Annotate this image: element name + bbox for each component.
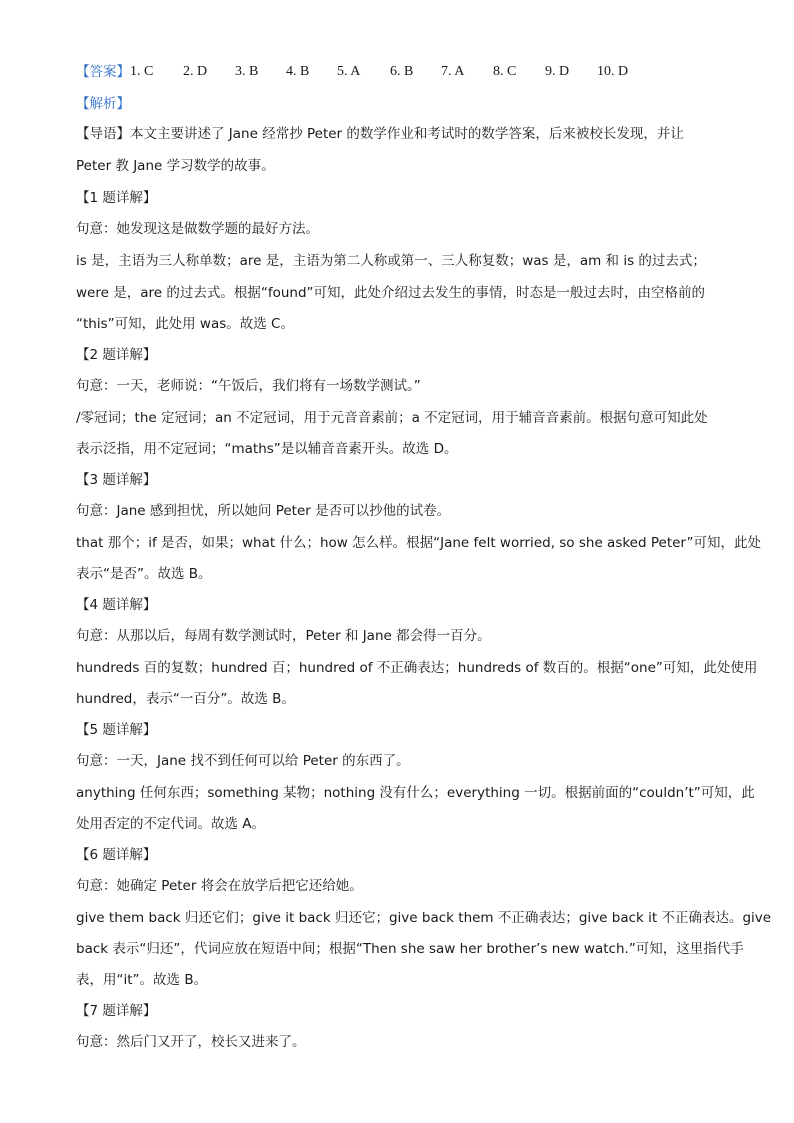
q3-explain-1: that 那个；if 是否，如果；what 什么；how 怎么样。根据“Jane felt worried, so she asked Peter”可知，此处 (76, 535, 762, 551)
q1-meaning: 句意：她发现这是做数学题的最好方法。 (76, 221, 319, 237)
q7-meaning: 句意：然后门又开了，校长又进来了。 (76, 1034, 306, 1050)
q1-explain-1: is 是，主语为三人称单数；are 是，主语为第二人称或第一、三人称复数；was 是，am 和 is 的过去式； (76, 253, 706, 269)
answer-item: 5. A (337, 64, 361, 79)
q3-explain-2: 表示“是否”。故选 B。 (76, 566, 212, 582)
q6-explain-1: give them back 归还它们；give it back 归还它；give back them 不正确表达；give back it 不正确表达。give (76, 910, 772, 926)
answer-item: 7. A (441, 64, 465, 79)
answer-item: 2. D (183, 64, 208, 79)
q5-meaning: 句意：一天，Jane 找不到任何可以给 Peter 的东西了。 (76, 753, 410, 769)
q6-heading: 【6 题详解】 (76, 847, 157, 863)
q4-heading: 【4 题详解】 (76, 597, 157, 613)
q3-heading: 【3 题详解】 (76, 472, 157, 488)
q1-heading: 【1 题详解】 (76, 190, 157, 206)
answer-item: 6. B (390, 64, 414, 79)
answer-item: 10. D (597, 64, 629, 79)
q1-explain-3: “this”可知，此处用 was。故选 C。 (76, 316, 294, 332)
q7-heading: 【7 题详解】 (76, 1003, 157, 1019)
guide-line-2: Peter 教 Jane 学习数学的故事。 (76, 158, 275, 174)
answer-item: 8. C (493, 64, 517, 79)
q2-heading: 【2 题详解】 (76, 347, 157, 363)
q1-explain-2: were 是，are 的过去式。根据“found”可知，此处介绍过去发生的事情，时态是一般过去时，由空格前的 (76, 285, 706, 301)
q6-explain-2: back 表示“归还”，代词应放在短语中间；根据“Then she saw her brother’s new watch.”可知，这里指代手 (76, 941, 744, 957)
analysis-tag: 【解析】 (76, 96, 130, 112)
q2-explain-2: 表示泛指，用不定冠词；“maths”是以辅音音素开头。故选 D。 (76, 441, 458, 457)
answer-item: 9. D (545, 64, 570, 79)
q5-heading: 【5 题详解】 (76, 722, 157, 738)
q3-meaning: 句意：Jane 感到担忧，所以她问 Peter 是否可以抄他的试卷。 (76, 503, 451, 519)
q4-explain-2: hundred，表示“一百分”。故选 B。 (76, 691, 295, 707)
answer-item: 4. B (286, 64, 310, 79)
answer-item: 3. B (235, 64, 259, 79)
q5-explain-1: anything 任何东西；something 某物；nothing 没有什么；everything 一切。根据前面的“couldn’t”可知，此 (76, 785, 755, 801)
answer-tag: 【答案】 (76, 64, 130, 80)
q5-explain-2: 处用否定的不定代词。故选 A。 (76, 816, 266, 832)
q4-explain-1: hundreds 百的复数；hundred 百；hundred of 不正确表达；hundreds of 数百的。根据“one”可知，此处使用 (76, 660, 758, 676)
q2-explain-1: /零冠词；the 定冠词；an 不定冠词，用于元音音素前；a 不定冠词，用于辅音音素前。根据句意可知此处 (76, 410, 708, 426)
q4-meaning: 句意：从那以后，每周有数学测试时，Peter 和 Jane 都会得一百分。 (76, 628, 491, 644)
answer-row (76, 62, 130, 82)
answer-item: 1. C (130, 64, 154, 79)
guide-line-1: 【导语】本文主要讲述了 Jane 经常抄 Peter 的数学作业和考试时的数学答案，后来被校长发现，并让 (76, 126, 684, 142)
q6-explain-3: 表，用“it”。故选 B。 (76, 972, 208, 988)
q2-meaning: 句意：一天，老师说：“午饭后，我们将有一场数学测试。” (76, 378, 421, 394)
q6-meaning: 句意：她确定 Peter 将会在放学后把它还给她。 (76, 878, 363, 894)
